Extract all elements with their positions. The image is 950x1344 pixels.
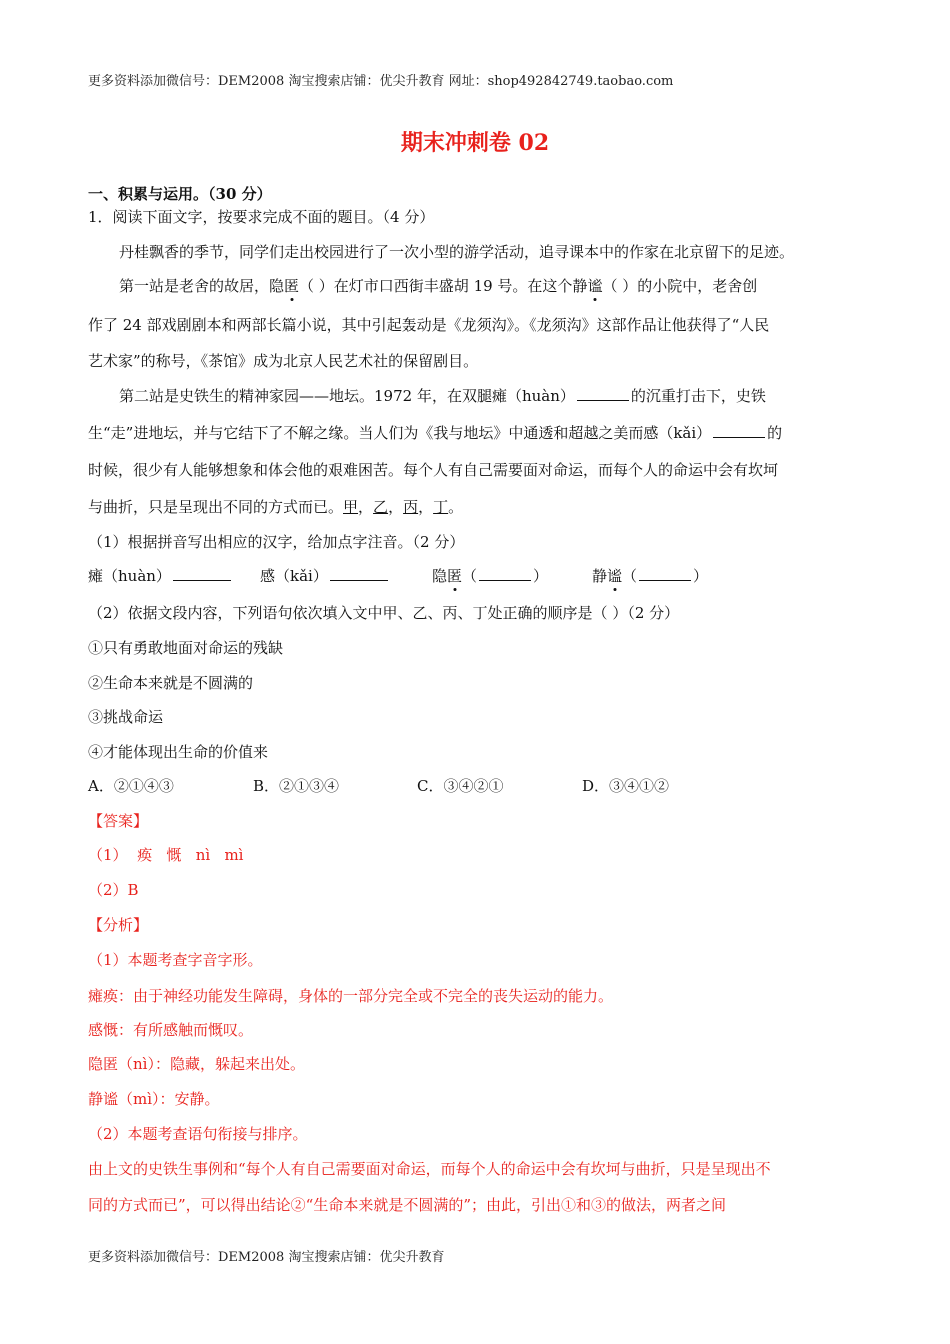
option-a[interactable]: A．②①④③	[88, 777, 174, 795]
marker-ding: 丁	[433, 498, 449, 516]
answer-heading: 【答案】	[88, 812, 149, 830]
page-title: 期末冲刺卷 02	[400, 130, 550, 156]
analysis-line: （2）本题考查语句衔接与排序。	[88, 1125, 308, 1143]
sub-question-2: （2）依据文段内容，下列语句依次填入文中甲、乙、丙、丁处正确的顺序是（ ）（2 分）	[88, 604, 680, 622]
analysis-line: 同的方式而已”，可以得出结论②“生命本来就是不圆满的”；由此，引出①和③的做法，两者之间	[88, 1196, 727, 1214]
list-item: ③挑战命运	[88, 708, 164, 726]
dotted-char: 匿	[447, 567, 463, 585]
dotted-char: 谧	[587, 277, 603, 295]
passage-line: 第二站是史铁生的精神家园——地坛。1972 年，在双腿瘫（huàn） 的沉重打击下，史铁	[119, 387, 766, 405]
passage-line: 与曲折，只是呈现出不同的方式而已。甲，乙，丙，丁。	[88, 498, 464, 516]
fill-blank[interactable]	[713, 423, 765, 438]
passage-line: 第一站是老舍的故居，隐匿（ ）在灯市口西街丰盛胡 19 号。在这个静谧（ ）的小院中，老舍创	[119, 277, 758, 295]
marker-yi: 乙	[373, 498, 389, 516]
analysis-line: 感慨：有所感触而慨叹。	[88, 1021, 254, 1039]
sub-question-1: （1）根据拼音写出相应的汉字，给加点字注音。（2 分）	[88, 533, 465, 551]
passage-line: 丹桂飘香的季节，同学们走出校园进行了一次小型的游学活动，追寻课本中的作家在北京留下的足迹。	[119, 243, 795, 261]
section-heading: 一、积累与运用。（30 分）	[88, 185, 272, 203]
marker-bing: 丙	[403, 498, 419, 516]
analysis-line: 瘫痪：由于神经功能发生障碍，身体的一部分完全或不完全的丧失运动的能力。	[88, 987, 614, 1005]
answer-blank[interactable]	[173, 566, 231, 581]
page-header: 更多资料添加微信号：DEM2008 淘宝搜索店铺：优尖升教育 网址：shop492842749.taobao.com	[88, 74, 674, 89]
list-item: ②生命本来就是不圆满的	[88, 674, 254, 692]
answer-line: （1） 痪 慨 nì mì	[88, 846, 244, 864]
passage-line: 生“走”进地坛，并与它结下了不解之缘。当人们为《我与地坛》中通透和超越之美而感（kǎi） 的	[88, 424, 783, 442]
answer-line: （2）B	[88, 881, 139, 899]
analysis-heading: 【分析】	[88, 916, 149, 934]
passage-line: 艺术家”的称号，《茶馆》成为北京人民艺术社的保留剧目。	[88, 352, 479, 370]
option-c[interactable]: C．③④②①	[417, 777, 504, 795]
option-d[interactable]: D．③④①②	[582, 777, 670, 795]
list-item: ①只有勇敢地面对命运的残缺	[88, 639, 284, 657]
fill-blank[interactable]	[577, 386, 629, 401]
analysis-line: 由上文的史铁生事例和“每个人有自己需要面对命运，而每个人的命运中会有坎坷与曲折，只是呈现出不	[88, 1160, 771, 1178]
dotted-char: 谧	[607, 567, 623, 585]
dotted-char: 匿	[284, 277, 300, 295]
marker-jia: 甲	[343, 498, 359, 516]
list-item: ④才能体现出生命的价值来	[88, 743, 269, 761]
analysis-line: 静谧（mì）：安静。	[88, 1090, 220, 1108]
analysis-line: （1）本题考查字音字形。	[88, 951, 263, 969]
question-1: 1．阅读下面文字，按要求完成不面的题目。（4 分）	[88, 208, 435, 226]
answer-blank[interactable]	[330, 566, 388, 581]
answer-blank[interactable]	[479, 566, 531, 581]
passage-line: 时候，很少有人能够想象和体会他的艰难困苦。每个人有自己需要面对命运，而每个人的命运中会有坎坷	[88, 461, 779, 479]
passage-line: 作了 24 部戏剧剧本和两部长篇小说，其中引起轰动是《龙须沟》。《龙须沟》这部作品让他获得了“人民	[88, 316, 770, 334]
answer-blank[interactable]	[639, 566, 691, 581]
analysis-line: 隐匿（nì）：隐藏，躲起来出处。	[88, 1055, 305, 1073]
page-footer: 更多资料添加微信号：DEM2008 淘宝搜索店铺：优尖升教育	[88, 1250, 445, 1265]
option-b[interactable]: B．②①③④	[253, 777, 340, 795]
